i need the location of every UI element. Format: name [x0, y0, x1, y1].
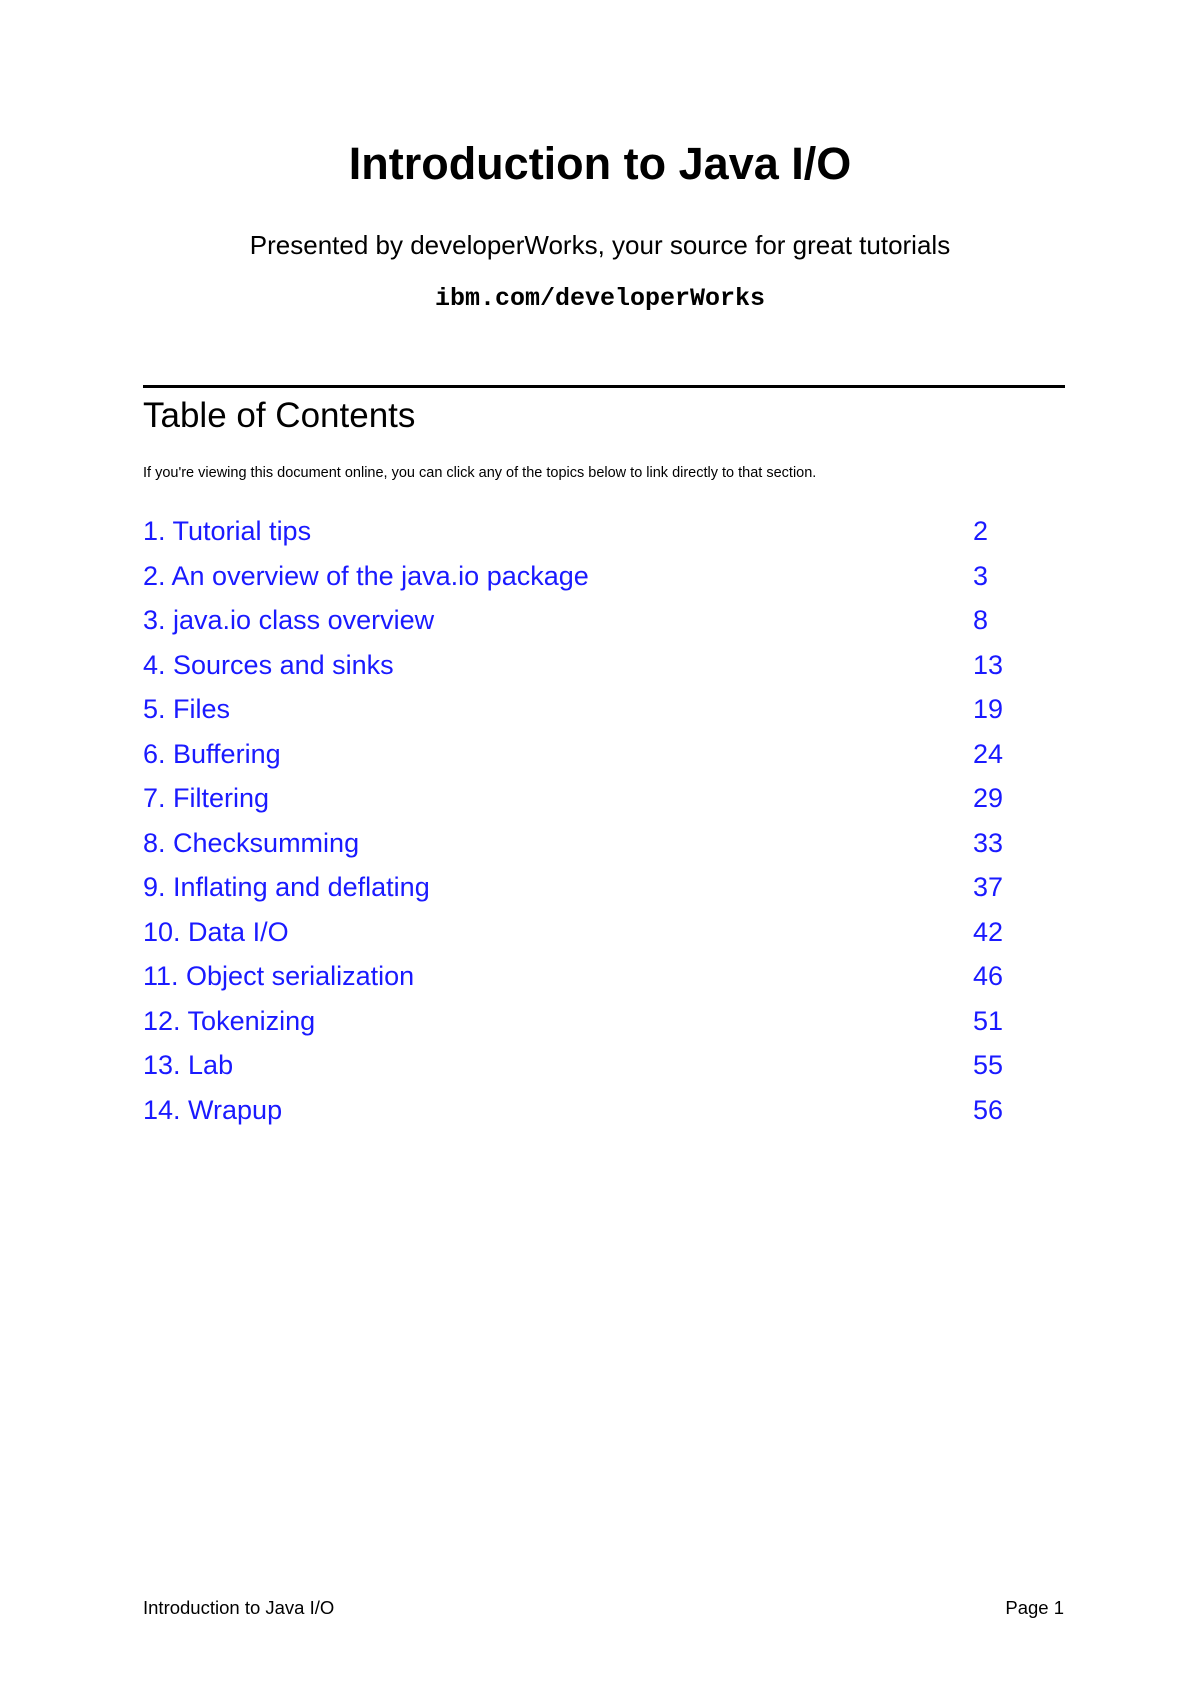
toc-item-label[interactable]: 7. Filtering: [143, 783, 270, 813]
toc-item-lab[interactable]: [143, 1043, 1013, 1088]
toc-item-page[interactable]: 24: [973, 738, 1004, 769]
toc-item-page[interactable]: 56: [973, 1094, 1004, 1125]
toc-item-label[interactable]: 2. An overview of the java.io package: [143, 560, 589, 591]
toc-item-page[interactable]: 19: [973, 694, 1004, 724]
toc-item-label[interactable]: 10. Data I/O: [143, 916, 289, 947]
toc-heading: Table of Contents: [143, 396, 416, 435]
toc-note: If you're viewing this document online, you can click any of the topics below to link directly to that section.: [143, 465, 817, 481]
toc-item-label[interactable]: 9. Inflating and deflating: [143, 872, 430, 902]
toc-item-label[interactable]: 4. Sources and sinks: [143, 649, 394, 680]
toc-item-tutorial-tips[interactable]: [143, 509, 1013, 554]
toc-item-wrapup[interactable]: [143, 1088, 1013, 1133]
toc-item-label[interactable]: 12. Tokenizing: [143, 1005, 316, 1036]
site-url: ibm.com/developerWorks: [434, 284, 766, 313]
document-subtitle: Presented by developerWorks, your source for great tutorials: [249, 230, 951, 260]
toc-item-label[interactable]: 6. Buffering: [143, 738, 281, 769]
toc-item-inflating-deflating[interactable]: [143, 865, 1013, 910]
toc-item-page[interactable]: 3: [973, 560, 989, 591]
toc-item-tokenizing[interactable]: [143, 999, 1013, 1044]
toc-item-page[interactable]: 29: [973, 783, 1004, 813]
toc-item-buffering[interactable]: [143, 732, 1013, 777]
toc-item-label[interactable]: 14. Wrapup: [143, 1094, 283, 1125]
document-title: Introduction to Java I/O: [348, 138, 852, 189]
toc-list: [143, 509, 1013, 1132]
toc-item-page[interactable]: 46: [973, 961, 1004, 991]
toc-item-label[interactable]: 1. Tutorial tips: [143, 516, 312, 546]
toc-item-page[interactable]: 33: [973, 827, 1004, 858]
toc-item-label[interactable]: 3. java.io class overview: [143, 605, 435, 635]
toc-item-filtering[interactable]: [143, 776, 1013, 821]
footer-title: Introduction to Java I/O: [143, 1597, 335, 1618]
footer-page-number: Page 1: [1005, 1597, 1064, 1618]
toc-item-page[interactable]: 37: [973, 872, 1004, 902]
toc-item-label[interactable]: 11. Object serialization: [143, 961, 415, 991]
toc-item-data-io[interactable]: [143, 910, 1013, 955]
toc-item-java-io-overview[interactable]: [143, 554, 1013, 599]
toc-item-page[interactable]: 13: [973, 649, 1004, 680]
toc-item-page[interactable]: 51: [973, 1005, 1004, 1036]
toc-item-object-serialization[interactable]: [143, 954, 1013, 999]
toc-item-checksumming[interactable]: [143, 821, 1013, 866]
toc-item-page[interactable]: 42: [973, 916, 1004, 947]
toc-item-page[interactable]: 55: [973, 1050, 1004, 1080]
toc-item-files[interactable]: [143, 687, 1013, 732]
toc-item-label[interactable]: 5. Files: [143, 694, 231, 724]
section-divider: [143, 385, 1065, 388]
toc-item-label[interactable]: 13. Lab: [143, 1050, 234, 1080]
toc-item-page[interactable]: 8: [973, 605, 989, 635]
toc-item-label[interactable]: 8. Checksumming: [143, 827, 360, 858]
toc-item-sources-and-sinks[interactable]: [143, 643, 1013, 688]
toc-item-page[interactable]: 2: [973, 516, 989, 546]
toc-item-class-overview[interactable]: [143, 598, 1013, 643]
